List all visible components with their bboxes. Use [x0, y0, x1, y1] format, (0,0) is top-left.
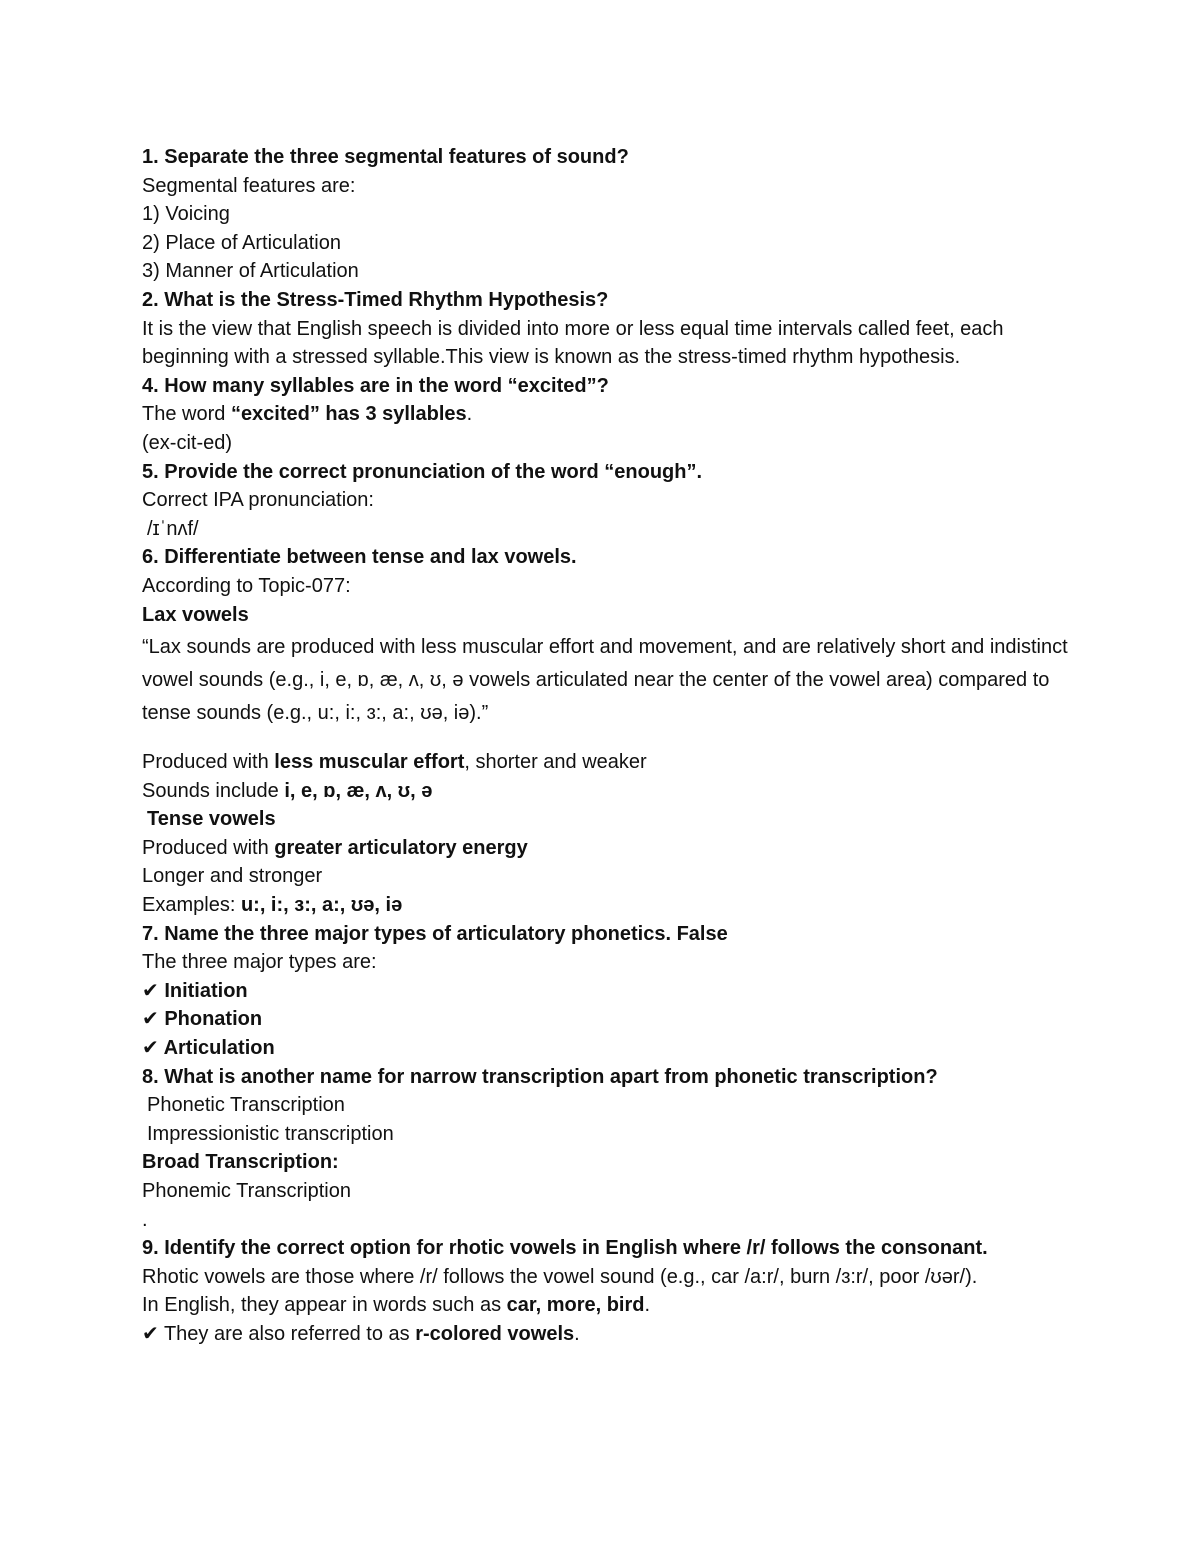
question-5: 5. Provide the correct pronunciation of the word “enough”. [142, 460, 703, 483]
q7-item-initiation: ✔ Initiation [142, 979, 248, 1002]
tense-line-examples-bold: u:, i:, ɜ:, a:, ʊə, iə [240, 894, 403, 917]
question-6: 6. Differentiate between tense and lax vowels. [142, 546, 577, 569]
q8-item-phonetic: Phonetic Transcription [147, 1094, 345, 1117]
q9-examples-prefix: In English, they appear in words such as [142, 1294, 507, 1317]
lax-line-sounds-prefix: Sounds include [142, 779, 285, 802]
q6-source: According to Topic-077: [142, 574, 351, 597]
tense-line-energy-bold: greater articulatory energy [274, 836, 528, 859]
question-7: 7. Name the three major types of articulatory phonetics. False [142, 922, 728, 945]
q4-answer-suffix: . [466, 403, 473, 426]
q9-examples-bold: car, more, bird [506, 1294, 645, 1317]
q9-r-colored-suffix: . [574, 1322, 580, 1345]
lax-line-sounds [142, 777, 1082, 806]
q4-answer-prefix: The word [142, 403, 231, 426]
question-9: 9. Identify the correct option for rhotic vowels in English where /r/ follows the consonant. [142, 1237, 988, 1260]
spacer [142, 730, 1082, 748]
tense-line-energy [142, 834, 1082, 863]
question-1: 1. Separate the three segmental features of sound? [142, 146, 629, 168]
q5-label: Correct IPA pronunciation: [142, 489, 374, 512]
tense-line-longer: Longer and stronger [142, 865, 323, 888]
document-body [142, 143, 1082, 1349]
q7-item-phonation: ✔ Phonation [142, 1008, 263, 1031]
lax-vowels-heading: Lax vowels [142, 603, 249, 626]
q4-answer-bold: “excited” has 3 syllables [230, 403, 467, 426]
lax-line-sounds-bold: i, e, ɒ, æ, ʌ, ʊ, ə [284, 779, 433, 802]
q9-r-colored [142, 1320, 1082, 1349]
q9-r-colored-prefix: ✔ They are also referred to as [142, 1322, 416, 1345]
q4-breakdown: (ex-cit-ed) [142, 431, 233, 454]
q1-item-place: 2) Place of Articulation [142, 231, 341, 254]
q7-item-articulation: ✔ Articulation [142, 1037, 275, 1060]
question-8: 8. What is another name for narrow transcription apart from phonetic transcription? [142, 1065, 938, 1088]
broad-transcription-heading: Broad Transcription: [142, 1151, 339, 1174]
q4-answer [142, 400, 1082, 429]
q2-answer: It is the view that English speech is divided into more or less equal time intervals called feet, each beginning with a stressed syllable.This view is known as the stress-timed rhythm hypothesis. [142, 317, 1004, 369]
tense-vowels-heading: Tense vowels [147, 808, 276, 831]
q9-r-colored-bold: r-colored vowels [415, 1322, 575, 1345]
tense-line-examples-prefix: Examples: [142, 894, 241, 917]
q1-item-manner: 3) Manner of Articulation [142, 260, 359, 283]
q1-intro: Segmental features are: [142, 174, 356, 197]
lax-vowels-quote: “Lax sounds are produced with less muscular effort and movement, and are relatively short and indistinct vowel sounds (e.g., i, e, ɒ, æ, ʌ, ʊ, ə vowels articulated near the center of the vowel area) compared to tense sounds (e.g., u:, i:, ɜ:, a:, ʊə, iə).” [142, 636, 1068, 725]
lax-line-effort-prefix: Produced with [142, 751, 275, 774]
question-2: 2. What is the Stress-Timed Rhythm Hypothesis? [142, 288, 609, 311]
q1-item-voicing: 1) Voicing [142, 203, 230, 226]
tense-line-energy-prefix: Produced with [142, 836, 275, 859]
q7-intro: The three major types are: [142, 951, 377, 974]
q8-item-impressionistic: Impressionistic transcription [147, 1122, 394, 1145]
q9-examples-suffix: . [644, 1294, 651, 1317]
q5-ipa: /ɪˈnʌf/ [147, 517, 199, 540]
q9-answer: Rhotic vowels are those where /r/ follows the vowel sound (e.g., car /a:r/, burn /ɜ:r/, poor /ʊər/). [142, 1265, 978, 1288]
q9-examples [142, 1291, 1082, 1320]
question-4: 4. How many syllables are in the word “excited”? [142, 374, 609, 397]
tense-line-examples [142, 891, 1082, 920]
lax-line-effort-bold: less muscular effort [274, 751, 465, 774]
broad-transcription-item: Phonemic Transcription [142, 1180, 351, 1202]
stray-dot: . [142, 1208, 148, 1231]
lax-line-effort-suffix: , shorter and weaker [464, 751, 647, 774]
lax-line-effort [142, 748, 1082, 777]
